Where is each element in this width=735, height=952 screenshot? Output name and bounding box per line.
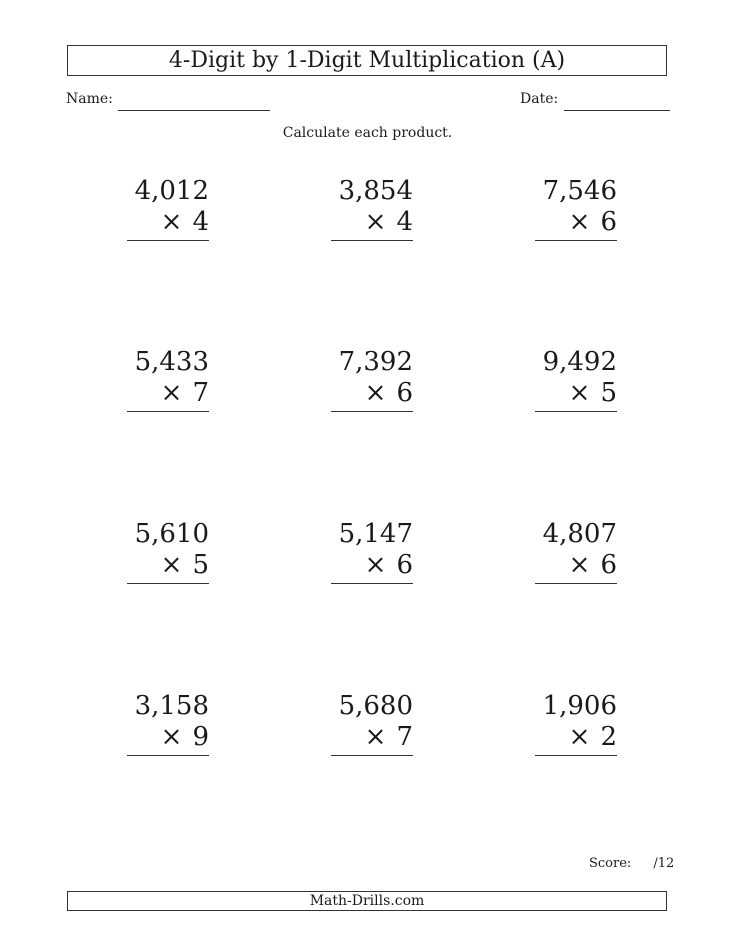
problem-10 [127, 691, 209, 756]
multiplier: 4 [192, 207, 209, 237]
multiplier-row [331, 378, 413, 409]
multiplier: 7 [396, 722, 413, 752]
footer-text: Math-Drills.com [309, 893, 425, 909]
multiplicand: 5,680 [338, 691, 413, 721]
score-label: Score: [589, 856, 632, 871]
multiplier: 5 [600, 378, 617, 408]
problem-7 [127, 519, 209, 584]
multiplicand: 7,392 [338, 347, 413, 377]
multiplicand: 9,492 [542, 347, 617, 377]
multiplier-row [535, 722, 617, 753]
problem-5 [331, 347, 413, 412]
answer-line[interactable] [127, 755, 209, 756]
problem-9 [535, 519, 617, 584]
problem-3 [535, 176, 617, 241]
answer-line[interactable] [535, 411, 617, 412]
multiplier: 6 [600, 550, 617, 580]
times-icon: × [160, 207, 183, 237]
name-label: Name: [66, 91, 113, 107]
problem-8 [331, 519, 413, 584]
multiplicand: 5,433 [134, 347, 209, 377]
multiplier: 6 [396, 378, 413, 408]
multiplier: 6 [396, 550, 413, 580]
times-icon: × [364, 378, 387, 408]
multiplier-row [127, 722, 209, 753]
answer-line[interactable] [535, 240, 617, 241]
worksheet-title [67, 45, 667, 76]
answer-line[interactable] [535, 583, 617, 584]
problem-4 [127, 347, 209, 412]
score [589, 856, 674, 871]
title-text: 4-Digit by 1-Digit Multiplication (A) [168, 48, 566, 73]
answer-line[interactable] [331, 240, 413, 241]
multiplier: 9 [192, 722, 209, 752]
multiplier-row [127, 550, 209, 581]
multiplicand: 3,158 [134, 691, 209, 721]
multiplicand: 1,906 [542, 691, 617, 721]
times-icon: × [364, 550, 387, 580]
multiplier: 6 [600, 207, 617, 237]
answer-line[interactable] [127, 411, 209, 412]
problem-1 [127, 176, 209, 241]
multiplicand: 5,610 [134, 519, 209, 549]
multiplicand: 4,807 [542, 519, 617, 549]
answer-line[interactable] [127, 240, 209, 241]
multiplier: 5 [192, 550, 209, 580]
times-icon: × [568, 207, 591, 237]
times-icon: × [160, 550, 183, 580]
multiplicand: 7,546 [542, 176, 617, 206]
times-icon: × [568, 722, 591, 752]
times-icon: × [160, 722, 183, 752]
problem-2 [331, 176, 413, 241]
multiplier-row [331, 207, 413, 238]
times-icon: × [364, 722, 387, 752]
multiplicand: 3,854 [338, 176, 413, 206]
multiplier-row [331, 722, 413, 753]
multiplier: 4 [396, 207, 413, 237]
date-label: Date: [520, 91, 559, 107]
problem-11 [331, 691, 413, 756]
multiplier-row [127, 207, 209, 238]
multiplier: 2 [600, 722, 617, 752]
problem-6 [535, 347, 617, 412]
instructions: Calculate each product. [282, 125, 453, 141]
name-field-line[interactable] [118, 110, 270, 111]
multiplicand: 5,147 [338, 519, 413, 549]
score-total: /12 [653, 856, 675, 871]
times-icon: × [568, 550, 591, 580]
answer-line[interactable] [331, 583, 413, 584]
answer-line[interactable] [127, 583, 209, 584]
multiplier-row [535, 378, 617, 409]
answer-line[interactable] [331, 411, 413, 412]
multiplicand: 4,012 [134, 176, 209, 206]
multiplier-row [127, 378, 209, 409]
problem-12 [535, 691, 617, 756]
answer-line[interactable] [331, 755, 413, 756]
multiplier-row [331, 550, 413, 581]
times-icon: × [364, 207, 387, 237]
multiplier-row [535, 550, 617, 581]
multiplier-row [535, 207, 617, 238]
answer-line[interactable] [535, 755, 617, 756]
multiplier: 7 [192, 378, 209, 408]
footer [67, 891, 667, 911]
date-field-line[interactable] [564, 110, 670, 111]
times-icon: × [160, 378, 183, 408]
times-icon: × [568, 378, 591, 408]
